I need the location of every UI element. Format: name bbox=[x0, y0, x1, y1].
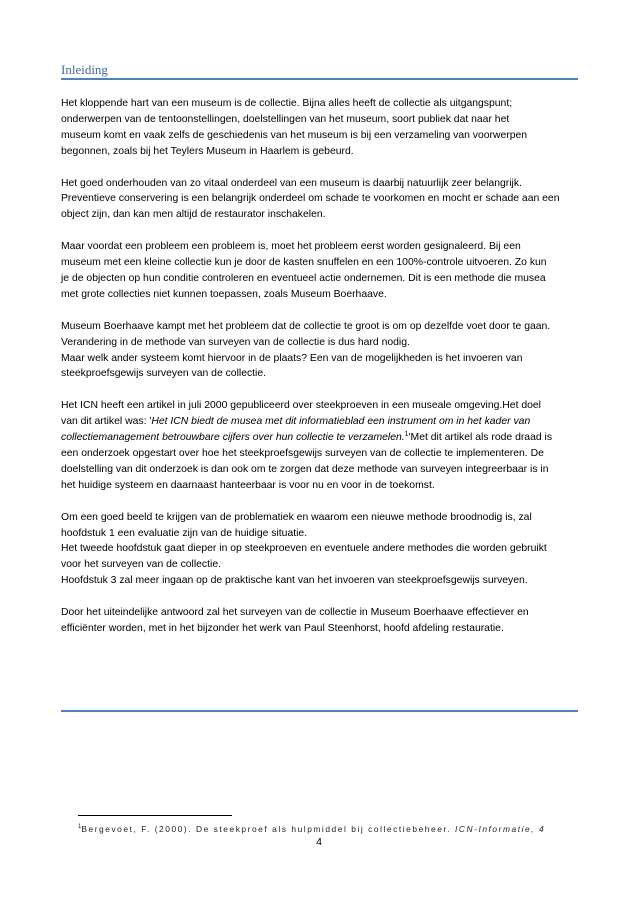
heading-divider bbox=[61, 78, 578, 80]
section-heading: Inleiding bbox=[61, 62, 108, 77]
text-line: Door het uiteindelijke antwoord zal het surveyen van de collectie in Museum Boerhaave effectiever en bbox=[61, 607, 529, 619]
footnote-reference[interactable]: 1 bbox=[404, 431, 409, 439]
text-line: doelstelling van dit onderzoek is dan ook om te zorgen dat deze methode van surveyen integreerbaar is in bbox=[61, 463, 549, 475]
text-line bbox=[61, 430, 579, 446]
text-line: Het goed onderhouden van zo vitaal onderdeel van een museum is daarbij natuurlijk zeer belangrijk. bbox=[61, 177, 522, 189]
text-line: Hoofdstuk 3 zal meer ingaan op de praktische kant van het invoeren van steekproefsgewijs surveyen. bbox=[61, 575, 528, 587]
text-line: onderwerpen van de tentoonstellingen, doelstellingen van het museum, soort publiek dat naar het bbox=[61, 113, 510, 125]
text-line: het huidige systeem en daarnaast hanteerbaar is voor nu en voor in de toekomst. bbox=[61, 479, 435, 491]
text-line: met grote collecties niet kunnen toepassen, zoals Museum Boerhaave. bbox=[61, 288, 387, 300]
quote-intro: van dit artikel was: ' bbox=[61, 416, 152, 428]
text-line: een onderzoek opgestart over hoe het steekproefsgewijs surveyen van de collectie te implementeren. De bbox=[61, 448, 544, 460]
text-line: museum komt en vaak zelfs de geschiedenis van het museum is bij een verzameling van voorwerpen bbox=[61, 129, 528, 141]
paragraph bbox=[61, 239, 579, 303]
paragraph bbox=[61, 96, 579, 160]
text-line: Het kloppende hart van een museum is de collectie. Bijna alles heeft de collectie als uitgangspunt; bbox=[61, 98, 513, 109]
footnote-journal: ICN-Informatie, 4 bbox=[455, 824, 546, 834]
text-line: Preventieve conservering is een belangrijk onderdeel om schade te voorkomen en mocht er schade aan een bbox=[61, 193, 560, 205]
paragraph bbox=[61, 398, 579, 493]
footnote-separator bbox=[78, 815, 232, 816]
text-line: Het ICN heeft een artikel in juli 2000 gepubliceerd over steekproeven in een museale omgeving.Het doel bbox=[61, 400, 541, 412]
paragraph bbox=[61, 510, 579, 589]
paragraph bbox=[61, 176, 579, 224]
footnote bbox=[78, 824, 578, 834]
text-line: je de objecten op hun conditie controleren en eventueel actie ondernemen. Dit is een methode die musea bbox=[61, 273, 546, 285]
text-line bbox=[61, 414, 579, 430]
text-line: Maar voordat een probleem een probleem is, moet het probleem eerst worden gesignaleerd. Bij een bbox=[61, 241, 521, 253]
text-line: Verandering in de methode van surveyen van de collectie is dus hard nodig. bbox=[61, 336, 410, 348]
footnote-text: Bergevoet, F. (2000). De steekproef als hulpmiddel bij collectiebeheer. bbox=[81, 824, 456, 834]
text-line: Museum Boerhaave kampt met het probleem dat de collectie te groot is om op dezelfde voet door te gaan. bbox=[61, 320, 551, 332]
quote-text: collectiemanagement betrouwbare cijfers over hun collectie te verzamelen. bbox=[61, 432, 405, 444]
text-line: begonnen, zoals bij het Teylers Museum in Haarlem is gebeurd. bbox=[61, 145, 354, 157]
text-line: voor het surveyen van de collectie. bbox=[61, 559, 221, 571]
text-line: object zijn, dan kan men altijd de restaurator inschakelen. bbox=[61, 209, 326, 221]
text-line: Het tweede hoofdstuk gaat dieper in op steekproeven en eventuele andere methodes die worden gebruikt bbox=[61, 543, 547, 555]
text-line: Om een goed beeld te krijgen van de problematiek en waarom een nieuwe methode broodnodig is, zal bbox=[61, 511, 532, 523]
footnote-number: 1 bbox=[78, 824, 82, 830]
paragraph bbox=[61, 605, 579, 637]
text-line: museum met een kleine collectie kun je door de kasten snuffelen en een 100%-controle uitvoeren. Zo kun bbox=[61, 257, 547, 269]
quote-text: Het ICN biedt de musea met dit informatieblad een instrument om in het kader van bbox=[151, 416, 531, 428]
footer-divider bbox=[61, 710, 578, 712]
paragraph bbox=[61, 319, 579, 383]
text-line: steekproefsgewijs surveyen van de collectie. bbox=[61, 368, 267, 380]
page-number: 4 bbox=[316, 836, 322, 848]
text-line: hoofdstuk 1 een evaluatie zijn van de huidige situatie. bbox=[61, 527, 308, 539]
body-text bbox=[61, 96, 579, 653]
quote-continuation: 'Met dit artikel als rode draad is bbox=[408, 432, 553, 444]
text-line: efficiënter worden, met in het bijzonder het werk van Paul Steenhorst, hoofd afdeling restauratie. bbox=[61, 623, 504, 635]
text-line: Maar welk ander systeem komt hiervoor in de plaats? Een van de mogelijkheden is het invoeren van bbox=[61, 352, 523, 364]
